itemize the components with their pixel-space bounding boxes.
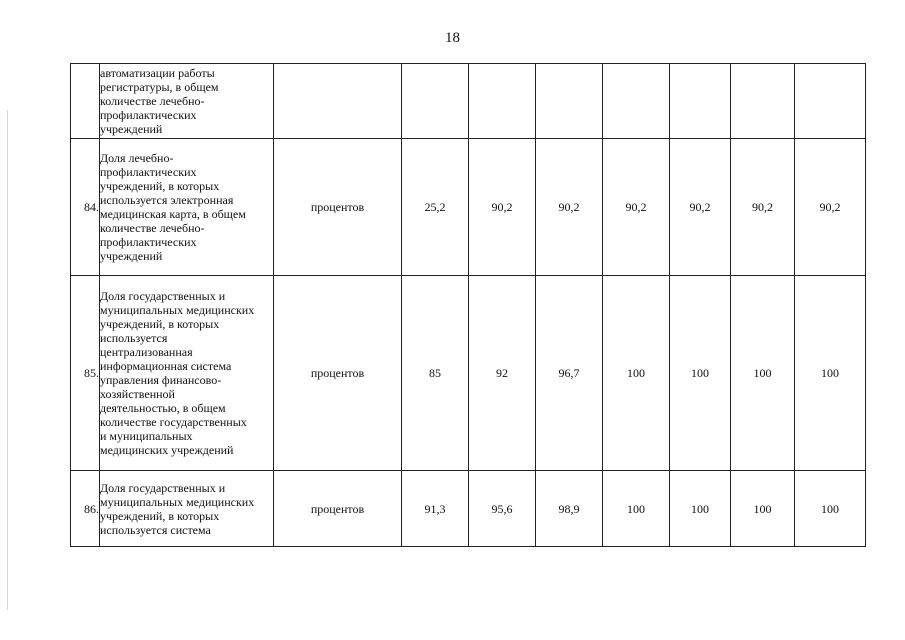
page-number: 18 (445, 30, 460, 46)
unit-cell: процентов (274, 276, 402, 471)
value-cell: 92 (469, 276, 536, 471)
value-cell: 90,2 (603, 139, 670, 276)
value-cell: 90,2 (469, 139, 536, 276)
table-row (71, 139, 866, 276)
indicator-name: Доля государственных и муниципальных медицинских учреждений, в которых используется система (100, 471, 274, 547)
value-cell (603, 64, 670, 139)
value-cell: 95,6 (469, 471, 536, 547)
value-cell: 91,3 (402, 471, 469, 547)
row-number (71, 64, 100, 139)
value-cell (731, 64, 795, 139)
indicator-name: Доля государственных и муниципальных медицинских учреждений, в которых используется централизованная информационная система управления финансово- хозяйственной деятельностью, в общем количестве государственных и муниципальных медицинских учреждений (100, 276, 274, 471)
indicator-name: Доля лечебно- профилактических учреждений, в которых используется электронная медицинская карта, в общем количестве лечебно- профилактических учреждений (100, 139, 274, 276)
value-cell: 100 (795, 276, 866, 471)
value-cell (536, 64, 603, 139)
row-number: 86. (71, 471, 100, 547)
value-cell: 90,2 (795, 139, 866, 276)
unit-cell: процентов (274, 471, 402, 547)
value-cell: 90,2 (731, 139, 795, 276)
table-row (71, 64, 866, 139)
row-number: 84. (71, 139, 100, 276)
value-cell: 100 (670, 276, 731, 471)
scan-margin-line (7, 110, 8, 610)
value-cell: 96,7 (536, 276, 603, 471)
value-cell: 90,2 (670, 139, 731, 276)
value-cell: 100 (603, 276, 670, 471)
value-cell (795, 64, 866, 139)
value-cell: 85 (402, 276, 469, 471)
value-cell (670, 64, 731, 139)
indicators-table (70, 63, 866, 547)
value-cell: 90,2 (536, 139, 603, 276)
value-cell (402, 64, 469, 139)
value-cell: 25,2 (402, 139, 469, 276)
unit-cell: процентов (274, 139, 402, 276)
table-row (71, 471, 866, 547)
value-cell: 98,9 (536, 471, 603, 547)
value-cell (469, 64, 536, 139)
indicator-name: автоматизации работы регистратуры, в общем количестве лечебно- профилактических учреждений (100, 64, 274, 139)
value-cell: 100 (670, 471, 731, 547)
value-cell: 100 (603, 471, 670, 547)
row-number: 85. (71, 276, 100, 471)
value-cell: 100 (731, 276, 795, 471)
table-row (71, 276, 866, 471)
value-cell: 100 (795, 471, 866, 547)
unit-cell (274, 64, 402, 139)
value-cell: 100 (731, 471, 795, 547)
